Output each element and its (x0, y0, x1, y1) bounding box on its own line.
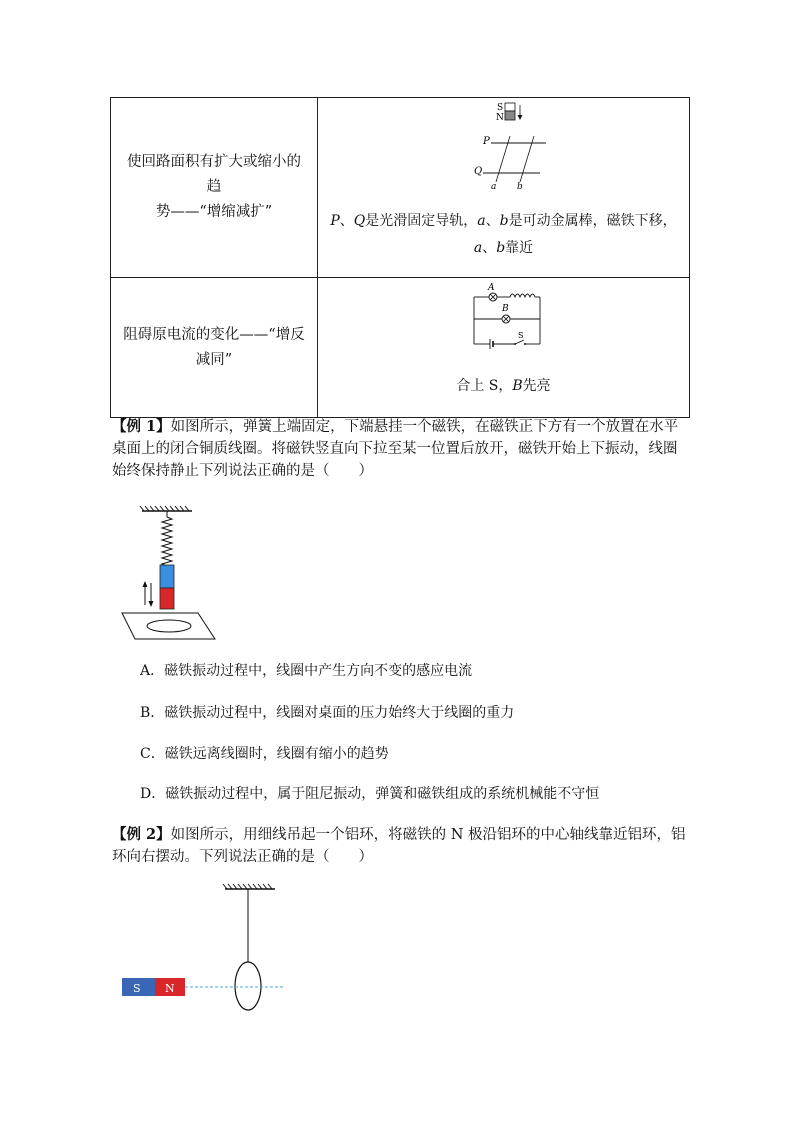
caption-part: 先亮 (522, 378, 551, 394)
caption-part: b (496, 240, 506, 256)
magnet-n-label: N (165, 982, 175, 995)
question-line (112, 416, 692, 438)
magnet-n-label: N (496, 113, 504, 123)
figure-caption (318, 235, 689, 261)
question-line: 桌面上的闭合铜质线圈。将磁铁竖直向下拉至某一位置后放开，磁铁开始上下振动，线圈 (112, 441, 678, 457)
rule-text-line: 阻碍原电流的变化——“增反 (123, 326, 305, 343)
question-text: N (450, 827, 464, 843)
caption-part: 、 (339, 213, 354, 229)
magnet-s-label: S (133, 982, 141, 995)
question-text: 极沿铝环的中心轴线靠近铝环，铝 (463, 827, 686, 843)
caption-part: B (512, 378, 523, 394)
table-plane (122, 613, 215, 639)
caption-part: 靠近 (505, 240, 534, 256)
table-cell-figure (318, 278, 690, 418)
caption-part: P (330, 213, 340, 229)
rail-p-label: P (483, 136, 490, 147)
summary-table (110, 97, 690, 418)
table-cell-rule (111, 278, 318, 418)
magnet-n-pole (505, 111, 515, 120)
lamp-b-label: B (502, 304, 509, 314)
question-line (112, 824, 692, 846)
option-a[interactable]: A．磁铁振动过程中，线圈中产生方向不变的感应电流 (140, 663, 473, 679)
example2-question (112, 824, 692, 868)
rod-b-label: b (517, 182, 523, 192)
caption-part: 合上 S， (456, 378, 513, 394)
caption-part: 是光滑固定导轨， (365, 213, 478, 229)
rod-a-label: a (491, 182, 497, 192)
lamp-a-label: A (488, 283, 495, 293)
example-tag: 【例 1】 (112, 418, 171, 435)
rails-magnet-figure (458, 100, 553, 192)
switch-s-label: S (518, 331, 524, 340)
circuit-figure (468, 280, 548, 354)
magnet-upper-pole (160, 565, 174, 588)
option-b[interactable]: B．磁铁振动过程中，线圈对桌面的压力始终大于线圈的重力 (140, 705, 515, 721)
question-line: 环向右摆动。下列说法正确的是（ ） (112, 849, 373, 865)
example1-question (112, 416, 692, 482)
rule-text-line: 使回路面积有扩大或缩小的趋 (127, 154, 301, 195)
arrowhead-icon (143, 581, 148, 587)
figure-caption (318, 208, 689, 234)
spring-icon (162, 517, 172, 566)
rail-q-label: Q (474, 166, 483, 177)
aluminum-ring-figure (115, 880, 295, 1015)
caption-part: 、 (485, 213, 500, 229)
question-text: 如图所示，用细线吊起一个铝环，将磁铁的 (170, 827, 451, 843)
question-text: 如图所示，弹簧上端固定，下端悬挂一个磁铁，在磁铁正下方有一个放置在水平 (170, 419, 679, 435)
figure-caption (318, 373, 689, 399)
arrowhead-icon (518, 115, 523, 120)
table-row (111, 98, 690, 278)
caption-part: Q (353, 213, 366, 229)
magnet-lower-pole (160, 588, 174, 609)
switch-icon (515, 340, 524, 344)
question-line: 始终保持静止下列说法正确的是（ ） (112, 463, 373, 479)
caption-part: a (477, 213, 486, 229)
caption-part: 、 (482, 240, 497, 256)
caption-part: 是可动金属棒，磁铁下移， (508, 213, 677, 229)
caption-part: a (473, 240, 483, 256)
rule-text-line: 减同” (195, 351, 233, 368)
option-d[interactable]: D．磁铁振动过程中，属于阻尼振动，弹簧和磁铁组成的系统机械能不守恒 (140, 786, 600, 802)
arrowhead-icon (149, 601, 154, 607)
table-cell-rule (111, 98, 318, 278)
table-cell-figure (318, 98, 690, 278)
option-c[interactable]: C．磁铁远离线圈时，线圈有缩小的趋势 (140, 746, 389, 762)
table-row (111, 278, 690, 418)
caption-part: b (499, 213, 509, 229)
rule-text-line: 势——“增缩减扩” (155, 204, 273, 220)
magnet-s-pole (505, 103, 515, 111)
inductor-coil-icon (510, 294, 535, 297)
aluminum-ring (235, 962, 261, 1010)
magnet-s-label: S (497, 103, 504, 113)
example-tag: 【例 2】 (112, 826, 171, 843)
spring-magnet-figure (115, 505, 225, 645)
